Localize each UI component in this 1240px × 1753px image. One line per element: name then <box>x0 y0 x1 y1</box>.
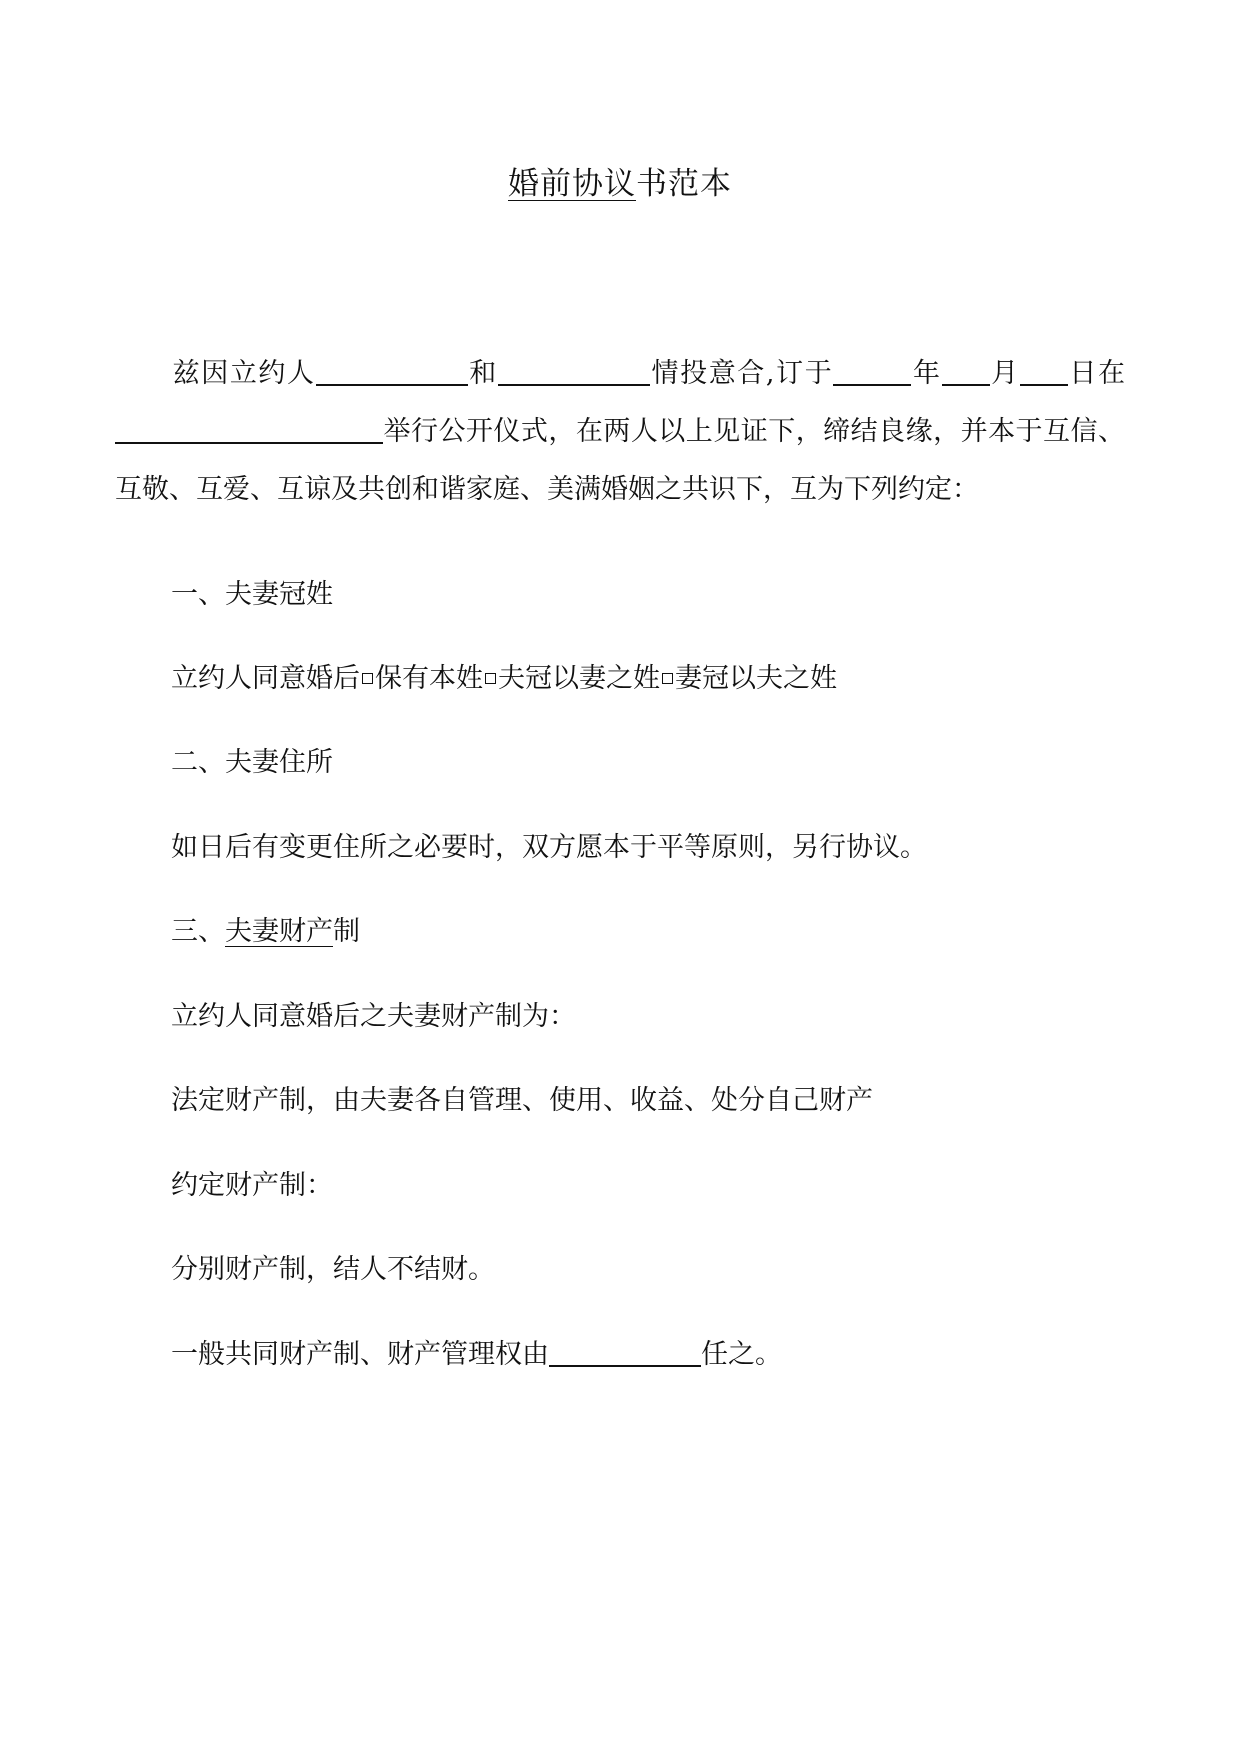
location-blank[interactable] <box>115 412 383 444</box>
intro-text-4: 年 <box>911 358 942 389</box>
document-title <box>0 158 1240 203</box>
intro-text-1: 兹因立约人 <box>171 358 316 389</box>
intro-text-2: 和 <box>467 358 498 389</box>
manager-blank[interactable] <box>549 1335 701 1367</box>
month-blank[interactable] <box>942 354 990 386</box>
intro-paragraph <box>115 345 1125 519</box>
intro-text-3: 情投意合,订于 <box>649 358 834 389</box>
option-wife-husband-surname: 妻冠以夫之姓 <box>675 663 837 694</box>
option-husband-wife-surname: 夫冠以妻之姓 <box>498 663 660 694</box>
section3-intro: 立约人同意婚后之夫妻财产制为： <box>171 1001 576 1032</box>
intro-text-7: 举行公开仪式，在两人以上见证下，缔结良缘，并本于互信、互敬、互爱、互谅及共创和谐家庭、美满婚姻之共识下，互为下列约定： <box>115 416 1125 505</box>
intro-text-5: 月 <box>989 358 1020 389</box>
party-b-blank[interactable] <box>498 354 650 386</box>
title-rest: 书范本 <box>636 166 732 202</box>
common-regime-prefix: 一般共同财产制、财产管理权由 <box>171 1339 549 1370</box>
section1-prefix: 立约人同意婚后 <box>171 663 360 694</box>
section3-agreed-regime: 约定财产制： <box>171 1170 333 1201</box>
section3-legal-regime: 法定财产制，由夫妻各自管理、使用、收益、处分自己财产 <box>171 1085 873 1116</box>
year-blank[interactable] <box>833 354 911 386</box>
day-blank[interactable] <box>1020 354 1068 386</box>
section3-common-regime <box>171 1332 782 1371</box>
section3-heading-underlined: 夫妻财产 <box>225 916 333 947</box>
party-a-blank[interactable] <box>316 354 468 386</box>
checkbox-husband-wife-surname[interactable] <box>485 673 496 684</box>
section3-heading-prefix: 三、 <box>171 916 225 947</box>
section3-heading <box>171 909 360 948</box>
section1-options <box>171 656 837 695</box>
checkbox-keep-surname[interactable] <box>362 673 373 684</box>
common-regime-suffix: 任之。 <box>701 1339 782 1370</box>
section3-separate-regime: 分别财产制，结人不结财。 <box>171 1254 495 1285</box>
title-underlined: 婚前协议 <box>508 166 636 202</box>
checkbox-wife-husband-surname[interactable] <box>662 673 673 684</box>
option-keep-surname: 保有本姓 <box>375 663 483 694</box>
intro-text-6: 日在 <box>1067 358 1125 389</box>
section2-heading: 二、夫妻住所 <box>171 747 333 778</box>
section3-heading-suffix: 制 <box>333 916 360 947</box>
section2-text: 如日后有变更住所之必要时，双方愿本于平等原则，另行协议。 <box>171 832 927 863</box>
section1-heading: 一、夫妻冠姓 <box>171 579 333 610</box>
